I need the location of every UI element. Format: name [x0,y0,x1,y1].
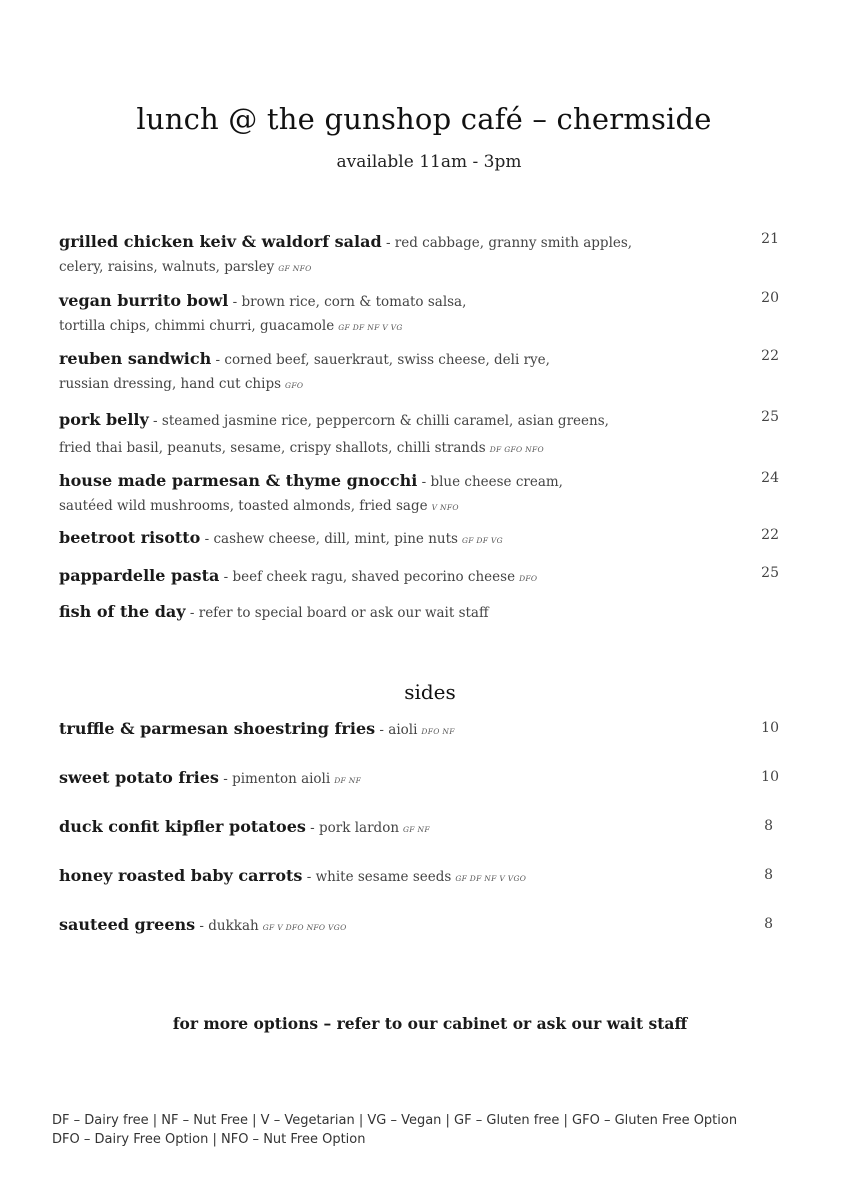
menu-item [59,601,779,624]
item-name: honey roasted baby carrots [59,866,303,885]
item-price: 22 [761,527,779,543]
item-price: 20 [761,290,779,306]
item-description: - aioli [375,722,418,738]
side-item [59,718,779,743]
item-name: beetroot risotto [59,528,201,547]
dietary-tags: GF DF NF V VG [338,323,403,332]
dietary-tags: DFO NF [421,727,455,736]
dietary-tags: GFO [285,381,304,390]
legend-line: DFO – Dairy Free Option | NFO – Nut Free Option [52,1132,366,1147]
item-price: 21 [761,231,779,247]
menu-item [59,527,779,552]
item-name: sweet potato fries [59,768,219,787]
side-item [59,767,779,792]
item-price: 8 [764,867,773,883]
item-name: pork belly [59,410,149,429]
item-description: - beef cheek ragu, shaved pecorino cheese [219,569,516,585]
item-description: - cashew cheese, dill, mint, pine nuts [200,531,458,547]
item-price: 24 [761,470,779,486]
legend-line: DF – Dairy free | NF – Nut Free | V – Vegetarian | VG – Vegan | GF – Gluten free | GFO – Gluten Free Option [52,1113,738,1128]
dietary-tags: DF GFO NFO [489,445,544,454]
item-description: - blue cheese cream, [417,474,563,490]
menu-item [59,290,779,339]
side-item [59,865,779,890]
item-description: - pimenton aioli [218,771,331,787]
item-description-cont: sautéed wild mushrooms, toasted almonds, fried sage [59,498,428,514]
dietary-tags: GF NF [403,825,430,834]
item-price: 10 [761,769,779,785]
dietary-tags: GF NFO [278,264,312,273]
item-price: 25 [761,565,779,581]
item-description-cont: russian dressing, hand cut chips [59,376,282,392]
item-name: reuben sandwich [59,349,212,368]
item-price: 8 [764,916,773,932]
item-description-cont: tortilla chips, chimmi churri, guacamole [59,318,335,334]
dietary-tags: GF DF NF V VGO [455,874,527,883]
menu-item [59,409,779,461]
item-price: 25 [761,409,779,425]
item-description: - steamed jasmine rice, peppercorn & chilli caramel, asian greens, [148,413,609,429]
sides-heading: sides [404,680,456,704]
item-name: vegan burrito bowl [59,291,229,310]
menu-subtitle: available 11am - 3pm [336,152,522,172]
item-name: duck confit kipfler potatoes [59,817,306,836]
dietary-tags: V NFO [431,503,459,512]
item-name: pappardelle pasta [59,566,220,585]
item-description: - red cabbage, granny smith apples, [381,235,633,251]
item-description: - corned beef, sauerkraut, swiss cheese, deli rye, [211,352,550,368]
item-name: grilled chicken keiv & waldorf salad [59,232,382,251]
item-price: 22 [761,348,779,364]
item-price: 8 [764,818,773,834]
dietary-legend [52,1111,832,1149]
item-name: truffle & parmesan shoestring fries [59,719,376,738]
menu-item [59,348,779,397]
menu-item [59,565,779,590]
more-options-note: for more options – refer to our cabinet or ask our wait staff [172,1014,688,1033]
item-name: fish of the day [59,602,186,621]
menu-title: lunch @ the gunshop café – chermside [136,102,712,136]
item-name: sauteed greens [59,915,196,934]
side-item [59,914,779,939]
item-description: - brown rice, corn & tomato salsa, [228,294,467,310]
menu-item [59,231,779,280]
item-description: - dukkah [195,918,259,934]
side-item [59,816,779,841]
item-description: - pork lardon [305,820,400,836]
dietary-tags: GF DF VG [461,536,503,545]
item-description: - refer to special board or ask our wait staff [185,605,489,621]
item-price: 10 [761,720,779,736]
dietary-tags: DFO [519,574,538,583]
dietary-tags: GF V DFO NFO VGO [262,923,347,932]
dietary-tags: DF NF [334,776,362,785]
menu-item [59,470,779,519]
item-name: house made parmesan & thyme gnocchi [59,471,418,490]
item-description-cont: fried thai basil, peanuts, sesame, crispy shallots, chilli strands [59,440,486,456]
item-description: - white sesame seeds [302,869,452,885]
item-description-cont: celery, raisins, walnuts, parsley [59,259,275,275]
